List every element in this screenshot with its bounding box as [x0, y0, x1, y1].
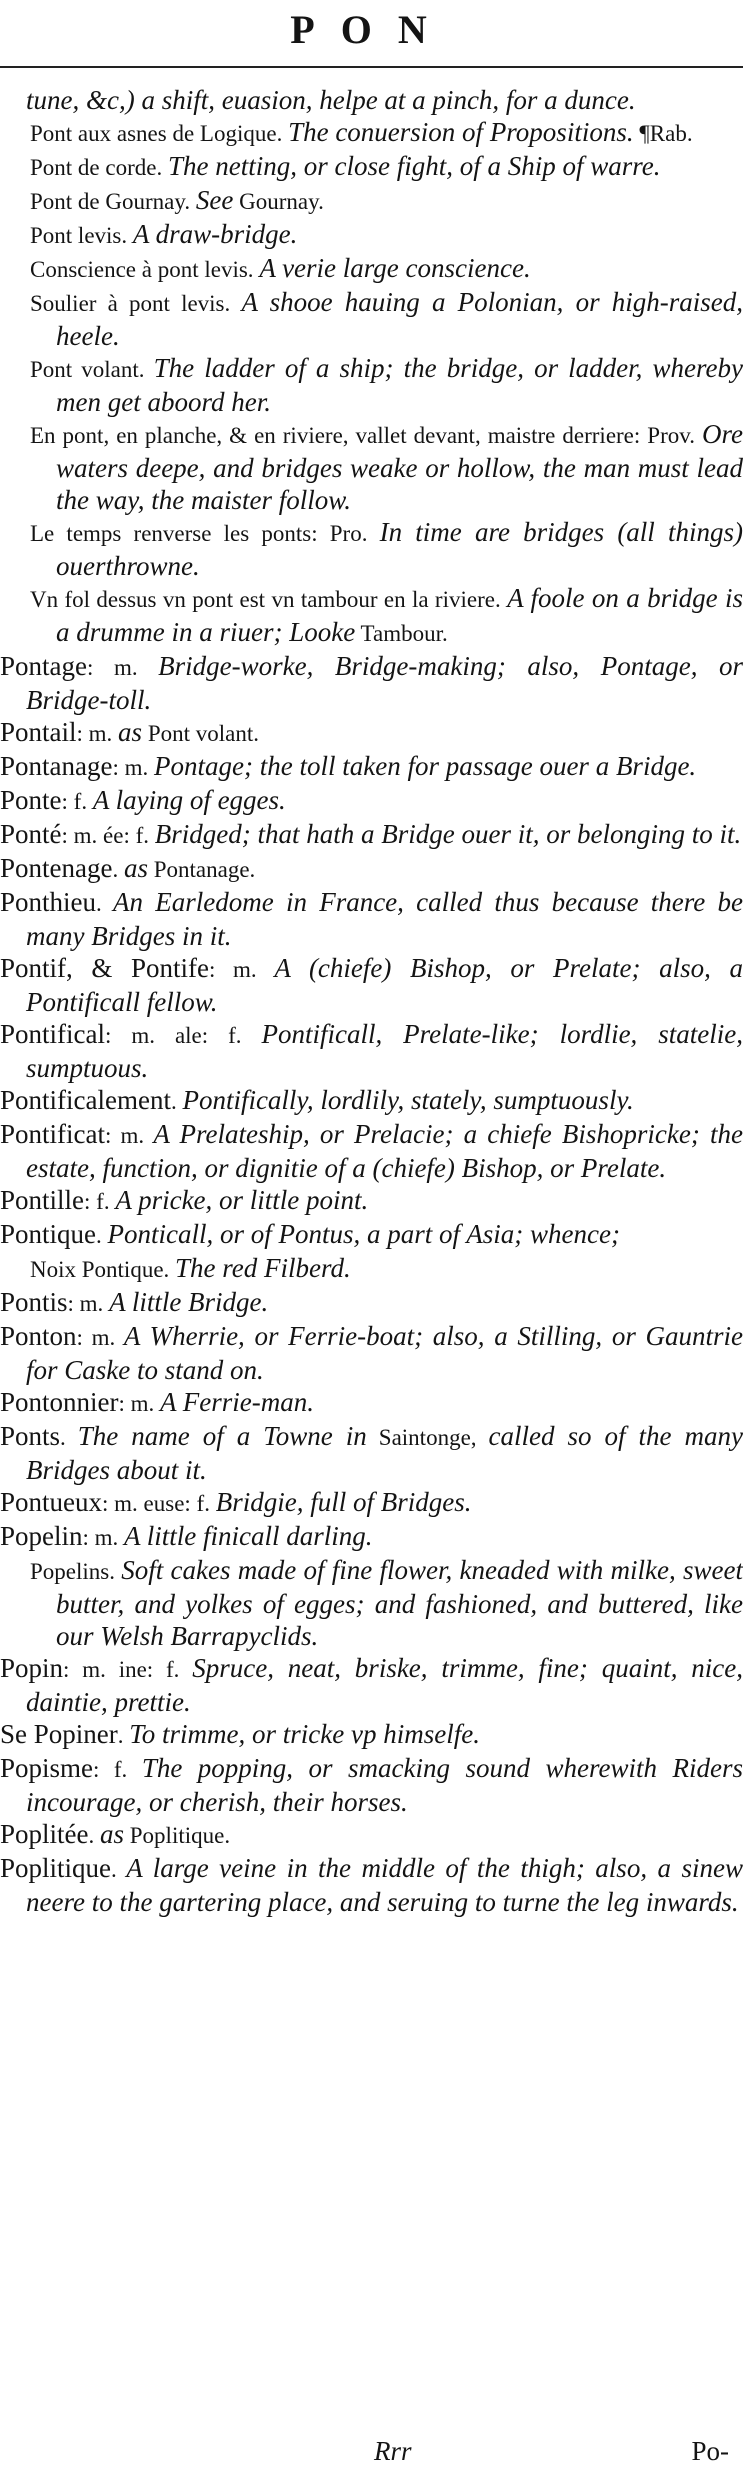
- headword: Pontis: [0, 1287, 68, 1317]
- french-text: .: [112, 857, 124, 882]
- gloss: Pontage; the toll taken for passage ouer a Bridge.: [154, 751, 697, 781]
- headword: Ponte: [0, 785, 62, 815]
- headword: Pontifical: [0, 1019, 105, 1049]
- sub-entry: [0, 116, 743, 150]
- headword: Pontonnier: [0, 1387, 119, 1417]
- headword: Pontificat: [0, 1119, 105, 1149]
- french-text: ¶Rab.: [633, 121, 693, 146]
- french-text: : m. euse: f.: [102, 1491, 216, 1516]
- headword: Ponthieu: [0, 887, 97, 917]
- entry: [0, 1652, 743, 1718]
- gloss: The popping, or smacking sound wherewith Riders incourage, or cherish, their horses.: [26, 1753, 743, 1817]
- gloss: A Ferrie-man.: [160, 1387, 315, 1417]
- french-text: .: [96, 891, 114, 916]
- french-text: : m.: [76, 1325, 124, 1350]
- gloss: A Wherrie, or Ferrie-boat; also, a Stilling, or Gauntrie for Caske to stand on.: [26, 1321, 743, 1385]
- entry: [0, 886, 743, 952]
- gloss: In time are bridges (all things) ouerthrowne.: [56, 517, 743, 581]
- entry: [0, 1852, 743, 1918]
- french-text: : m. ale: f.: [104, 1023, 262, 1048]
- entry: [0, 750, 743, 784]
- french-text: : f.: [84, 1189, 116, 1214]
- gloss: An Earledome in France, called thus because there be many Bridges in it.: [26, 887, 743, 951]
- french-text: : m.: [209, 957, 275, 982]
- french-text: En pont, en planche, & en riviere, vallet devant, maistre derriere: Prov.: [30, 423, 702, 448]
- french-text: : m.: [82, 1525, 125, 1550]
- entry: [0, 784, 743, 818]
- french-text: Saintonge,: [366, 1425, 489, 1450]
- headword: Poplitique: [0, 1853, 112, 1883]
- french-text: : m.: [104, 1123, 154, 1148]
- headword: Pontage: [0, 651, 87, 681]
- french-text: .: [96, 1223, 108, 1248]
- gloss: The netting, or close fight, of a Ship of warre.: [167, 151, 661, 181]
- gloss: as: [100, 1819, 125, 1849]
- entry: [0, 1118, 743, 1184]
- headword: Pontif, & Pontife: [0, 953, 210, 983]
- entry: [0, 1486, 743, 1520]
- gloss: The red Filberd.: [175, 1253, 351, 1283]
- gloss: Soft cakes made of fine flower, kneaded with milke, sweet butter, and yolkes of egges; and fashioned, and buttered, like our Welsh Barrapyclids.: [56, 1555, 743, 1651]
- headword: Pontail: [0, 717, 77, 747]
- sub-entry: [0, 582, 743, 650]
- entry: [0, 1420, 743, 1486]
- gloss: as: [118, 717, 143, 747]
- french-text: : m.: [118, 1391, 161, 1416]
- sub-entry: [0, 286, 743, 352]
- sub-entry: [0, 1554, 743, 1652]
- entry: [0, 1320, 743, 1386]
- sub-entry: [0, 218, 743, 252]
- entry: [0, 852, 743, 886]
- sub-entry: [0, 352, 743, 418]
- entry: [0, 952, 743, 1018]
- entry: [0, 1018, 743, 1084]
- entry: [0, 1184, 743, 1218]
- entry: [0, 818, 743, 852]
- gloss: Spruce, neat, briske, trimme, fine; quaint, nice, daintie, prettie.: [26, 1653, 743, 1717]
- entry: [0, 716, 743, 750]
- gloss: tune, &c,) a shift, euasion, helpe at a pinch, for a dunce.: [26, 85, 636, 115]
- page-footer: [0, 2436, 743, 2472]
- gloss: A Prelateship, or Prelacie; a chiefe Bishopricke; the estate, function, or dignitie of a (chiefe) Bishop, or Prelate.: [26, 1119, 743, 1183]
- french-text: Le temps renverse les ponts: Pro.: [30, 521, 380, 546]
- french-text: : m.: [87, 655, 159, 680]
- headword: Ponts: [0, 1421, 61, 1451]
- french-text: : m.: [67, 1291, 110, 1316]
- headword: Ponton: [0, 1321, 77, 1351]
- sub-entry: [0, 184, 743, 218]
- french-text: Poplitique.: [124, 1823, 231, 1848]
- french-text: Pont de Gournay.: [30, 189, 196, 214]
- sub-entry: [0, 516, 743, 582]
- gloss: called so of the many Bridges about it.: [26, 1421, 743, 1485]
- gloss: A little finicall darling.: [124, 1521, 373, 1551]
- sub-entry: [0, 150, 743, 184]
- french-text: Gournay.: [233, 189, 324, 214]
- headword: Popisme: [0, 1753, 94, 1783]
- french-text: : m.: [112, 755, 155, 780]
- french-text: Popelins.: [30, 1559, 122, 1584]
- gloss: A foole on a bridge is a drumme in a riuer; Looke: [56, 583, 743, 647]
- header-rule: [0, 66, 743, 68]
- gloss: Bridged; that hath a Bridge ouer it, or belonging to it.: [154, 819, 742, 849]
- gloss: Ponticall, or of Pontus, a part of Asia; whence;: [107, 1219, 620, 1249]
- french-text: .: [88, 1823, 100, 1848]
- gloss: Pontificall, Prelate-like; lordlie, statelie, sumptuous.: [26, 1019, 743, 1083]
- french-text: Vn fol dessus vn pont est vn tambour en la riviere.: [30, 587, 508, 612]
- french-text: Pont de corde.: [30, 155, 168, 180]
- headword: Ponté: [0, 819, 62, 849]
- gloss: A verie large conscience.: [259, 253, 531, 283]
- french-text: : f.: [93, 1757, 142, 1782]
- headword: Pontique: [0, 1219, 97, 1249]
- entry: [0, 650, 743, 716]
- gloss: The ladder of a ship; the bridge, or ladder, whereby men get aboord her.: [56, 353, 743, 417]
- gloss: A draw-bridge.: [132, 219, 298, 249]
- gloss: A shooe hauing a Polonian, or high-raised, heele.: [56, 287, 743, 351]
- french-text: .: [111, 1857, 127, 1882]
- entry: [0, 1386, 743, 1420]
- french-text: Conscience à pont levis.: [30, 257, 260, 282]
- french-text: Pont volant.: [30, 357, 154, 382]
- headword: Pontueux: [0, 1487, 103, 1517]
- french-text: : f.: [61, 789, 93, 814]
- gloss: To trimme, or tricke vp himselfe.: [129, 1719, 480, 1749]
- catchword: Po-: [691, 2436, 729, 2466]
- headword: Pontificalement: [0, 1085, 171, 1115]
- sub-entry: [0, 252, 743, 286]
- headword: Popelin: [0, 1521, 83, 1551]
- gloss: Ore waters deepe, and bridges weake or hollow, the man must lead the way, the maister follow.: [56, 419, 743, 515]
- sub-entry: [0, 418, 743, 516]
- gloss: Pontifically, lordlily, stately, sumptuously.: [182, 1085, 634, 1115]
- headword: Poplitée: [0, 1819, 89, 1849]
- french-text: Tambour.: [355, 621, 448, 646]
- french-text: .: [60, 1425, 78, 1450]
- french-text: Pont levis.: [30, 223, 133, 248]
- entry: [0, 1818, 743, 1852]
- french-text: Pont volant.: [142, 721, 259, 746]
- gloss: Bridgie, full of Bridges.: [215, 1487, 472, 1517]
- entry: [0, 1286, 743, 1320]
- gloss: A (chiefe) Bishop, or Prelate; also, a Pontificall fellow.: [26, 953, 743, 1017]
- gloss: A pricke, or little point.: [115, 1185, 369, 1215]
- gloss: Bridge-worke, Bridge-making; also, Pontage, or Bridge-toll.: [26, 651, 743, 715]
- headword: Pontenage: [0, 853, 113, 883]
- gloss: as: [123, 853, 148, 883]
- french-text: Soulier à pont levis.: [30, 291, 242, 316]
- gloss: A laying of egges.: [92, 785, 286, 815]
- sub-entry: [0, 1252, 743, 1286]
- french-text: .: [170, 1089, 183, 1114]
- french-text: Noix Pontique.: [30, 1257, 176, 1282]
- gloss: See: [195, 185, 234, 215]
- signature-mark: Rrr: [374, 2436, 412, 2466]
- french-text: : m.: [76, 721, 119, 746]
- gloss: The name of a Towne in: [77, 1421, 367, 1451]
- entry: [0, 1752, 743, 1818]
- entry: [0, 1218, 743, 1252]
- gloss: A little Bridge.: [109, 1287, 269, 1317]
- french-text: : m. ée: f.: [61, 823, 155, 848]
- french-text: Pont aux asnes de Logique.: [30, 121, 289, 146]
- headword: Popin: [0, 1653, 64, 1683]
- headword: Pontille: [0, 1185, 85, 1215]
- entry: [0, 1084, 743, 1118]
- entry: [0, 1718, 743, 1752]
- headword: Se Popiner: [0, 1719, 118, 1749]
- entry-list: [0, 84, 743, 1918]
- gloss: The conuersion of Propositions.: [288, 117, 634, 147]
- entry: [0, 1520, 743, 1554]
- headword: Pontanage: [0, 751, 113, 781]
- french-text: Pontanage.: [148, 857, 256, 882]
- page-title: PON: [290, 7, 453, 52]
- gloss: A large veine in the middle of the thigh; also, a sinew neere to the gartering place, and seruing to turne the leg inwards.: [26, 1853, 743, 1917]
- french-text: : m. ine: f.: [63, 1657, 193, 1682]
- entry-continuation: [0, 84, 743, 116]
- french-text: .: [117, 1723, 130, 1748]
